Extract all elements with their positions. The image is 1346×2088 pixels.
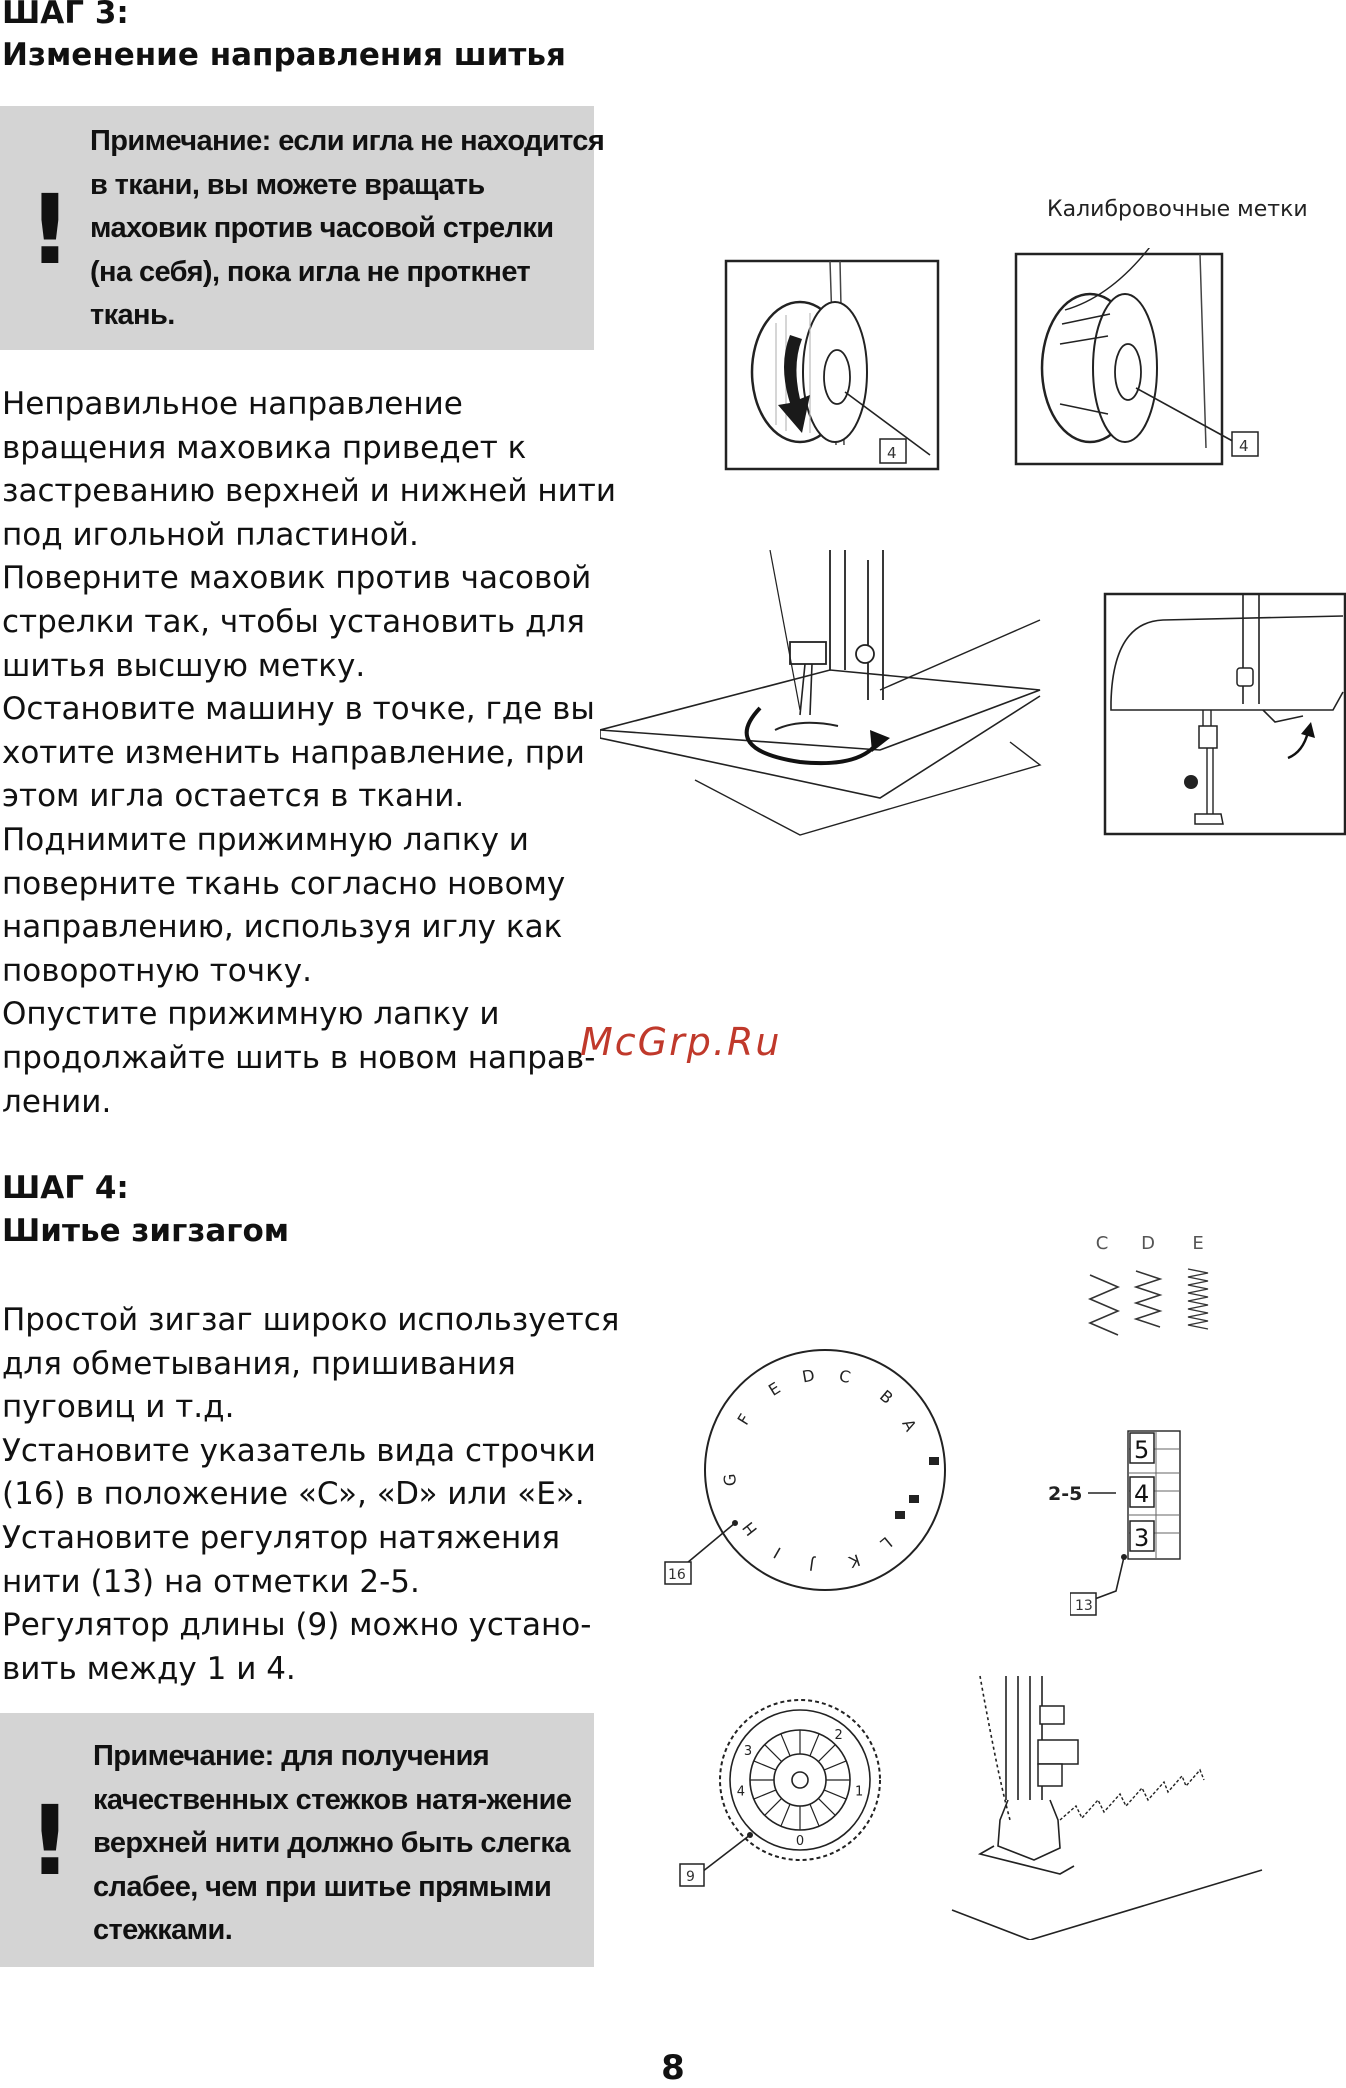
length-mark: 4 <box>736 1784 746 1800</box>
length-mark: 3 <box>743 1744 753 1759</box>
body-line: под игольной пластиной. <box>2 516 419 553</box>
body-line: вить между 1 и 4. <box>2 1650 296 1687</box>
handwheel-calibration-figure <box>1010 248 1270 478</box>
step4-title: Шитье зигзагом <box>2 1213 290 1249</box>
dial-letter: E <box>765 1378 784 1400</box>
warning-exclamation-icon: ! <box>28 1785 72 1897</box>
dial-ref-number: 16 <box>668 1567 686 1583</box>
dial-letter: D <box>800 1365 817 1387</box>
body-line: (16) в положение «C», «D» или «E». <box>2 1476 585 1513</box>
body-line: Поднимите прижимную лапку и <box>2 821 529 858</box>
dial-letter: G <box>719 1472 741 1488</box>
length-mark: 1 <box>854 1784 864 1800</box>
step4-label: ШАГ 4: <box>2 1170 129 1206</box>
warning-exclamation-icon: ! <box>28 174 72 286</box>
body-line: пуговиц и т.д. <box>2 1389 235 1426</box>
tension-value: 4 <box>1134 1480 1150 1508</box>
note-line: стежками. <box>93 1914 233 1946</box>
dial-pattern-symbol <box>895 1511 905 1519</box>
body-line: застреванию верхней и нижней нити <box>2 473 616 510</box>
body-line: шитья высшую метку. <box>2 647 366 684</box>
body-line: Простой зигзаг широко используется <box>2 1302 620 1338</box>
body-line: направлению, используя иглу как <box>2 909 563 946</box>
body-line: Регулятор длины (9) можно устано- <box>2 1607 592 1644</box>
handwheel-ref-number: 4 <box>1239 437 1249 455</box>
note-line: слабее, чем при шитье прямыми <box>93 1870 552 1903</box>
note-line: Примечание: если игла не находится <box>90 125 605 157</box>
zigzag-stitch-samples <box>1080 1225 1240 1345</box>
body-line: поворотную точку. <box>2 952 312 989</box>
zigzag-letter: D <box>1141 1233 1155 1254</box>
rotation-arrow-icon <box>747 708 878 763</box>
dial-letter: J <box>808 1554 816 1575</box>
dial-letter: I <box>770 1543 785 1563</box>
note-line: верхней нити должно быть слегка <box>93 1827 570 1859</box>
note-line: (на себя), пока игла не проткнет <box>90 255 531 288</box>
body-line: этом игла остается в ткани. <box>2 778 465 815</box>
body-line: стрелки так, чтобы установить для <box>2 603 585 640</box>
zigzag-letter: E <box>1192 1233 1204 1254</box>
calibration-marks-label: Калибровочные метки <box>1047 197 1308 222</box>
page-number: 8 <box>661 2048 685 2088</box>
body-line: продолжайте шить в новом направ- <box>2 1039 596 1076</box>
stitch-length-dial <box>670 1690 890 1890</box>
dial-letter: F <box>733 1410 755 1429</box>
body-line: хотите изменить направление, при <box>2 734 585 771</box>
tension-ref-number: 13 <box>1075 1598 1093 1614</box>
tension-value: 5 <box>1134 1436 1150 1464</box>
dial-letter: H <box>738 1518 761 1540</box>
handwheel-rotation-figure <box>720 255 950 475</box>
body-line: Установите указатель вида строчки <box>2 1432 596 1469</box>
note-line: маховик против часовой стрелки <box>90 212 554 244</box>
length-mark: 2 <box>834 1728 843 1743</box>
step3-note-text <box>90 120 605 338</box>
body-line: поверните ткань согласно новому <box>2 865 566 902</box>
body-line: для обметывания, пришивания <box>2 1345 516 1382</box>
body-line: Опустите прижимную лапку и <box>2 996 500 1033</box>
dial-letter: K <box>846 1550 863 1572</box>
dial-letter: C <box>837 1366 853 1388</box>
tension-range-label: 2-5 <box>1048 1483 1083 1505</box>
step3-body <box>2 383 616 1124</box>
step4-note-text <box>93 1735 593 1953</box>
presser-foot-lift-figure <box>1103 592 1346 837</box>
zigzag-letter: C <box>1095 1233 1109 1254</box>
thread-tension-scale <box>1070 1425 1190 1625</box>
body-line: нити (13) на отметки 2-5. <box>2 1563 420 1600</box>
dial-letter: L <box>876 1532 896 1554</box>
length-mark: 0 <box>795 1834 805 1849</box>
step3-title: Изменение направления шитья <box>2 37 566 73</box>
note-line: Примечание: для получения <box>93 1740 490 1772</box>
body-line: Поверните маховик против часовой <box>2 560 592 597</box>
dial-pattern-symbol <box>909 1495 919 1503</box>
body-line: Установите регулятор натяжения <box>2 1519 561 1556</box>
body-line: вращения маховика приведет к <box>2 429 527 466</box>
fabric-pivot-figure <box>600 550 1050 850</box>
note-line: в ткани, вы можете вращать <box>90 168 485 201</box>
note-line: ткань. <box>90 299 175 331</box>
body-line: лении. <box>2 1083 112 1120</box>
handwheel-ref-number: 4 <box>887 444 897 462</box>
tension-value: 3 <box>1134 1524 1150 1552</box>
stitch-selector-dial <box>655 1345 965 1595</box>
dial-pattern-symbol <box>929 1457 939 1465</box>
step4-body <box>2 1299 620 1691</box>
dial-letter: B <box>876 1386 897 1408</box>
zigzag-sewing-figure <box>950 1670 1270 1940</box>
step4-note <box>0 1713 594 1967</box>
body-line: Остановите машину в точке, где вы <box>2 691 595 728</box>
dial-letter: A <box>898 1415 921 1435</box>
step3-label: ШАГ 3: <box>2 0 129 31</box>
lift-arrow-icon <box>1288 732 1308 758</box>
watermark: McGrp.Ru <box>580 1020 782 1064</box>
step3-note <box>0 106 605 350</box>
body-line: Неправильное направление <box>2 386 463 422</box>
length-ref-number: 9 <box>686 1869 695 1885</box>
note-line: качественных стежков натя-жение <box>93 1783 572 1816</box>
